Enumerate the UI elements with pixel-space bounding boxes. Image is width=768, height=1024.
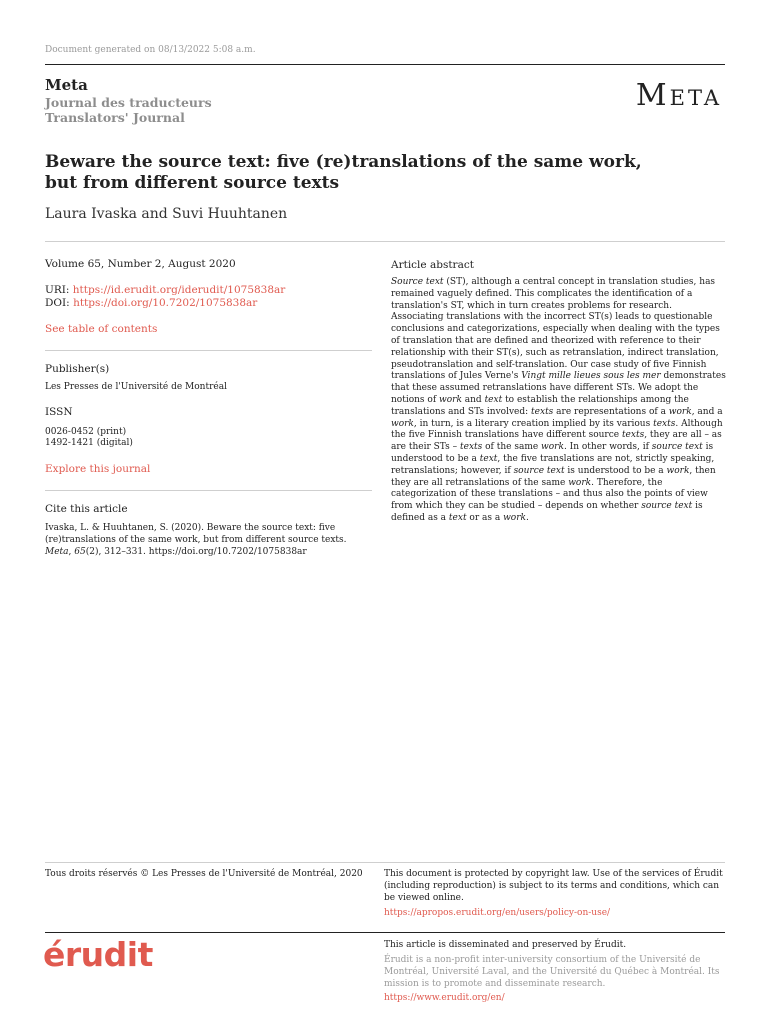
issn-print: 0026-0452 (print) — [45, 427, 127, 437]
uri-label: URI: — [45, 284, 70, 296]
policy-link[interactable]: https://apropos.erudit.org/en/users/policy-on-use/ — [384, 908, 611, 918]
meta-logo: Meta — [635, 78, 722, 113]
citation-text: Ivaska, L. & Huuhtanen, S. (2020). Beware the source text: five (re)translations of the same work, but from different source texts. Meta, 65(2), 312–331. https://doi.org/10.7202/1075838ar — [45, 523, 347, 557]
cite-header: Cite this article — [45, 503, 128, 515]
article-title: Beware the source text: five (re)translations of the same work, but from different source texts — [45, 152, 642, 193]
journal-subtitle-fr: Journal des traducteurs — [45, 95, 212, 110]
article-authors: Laura Ivaska and Suvi Huuhtanen — [45, 206, 288, 222]
journal-name: Meta — [45, 76, 88, 94]
top-divider — [45, 64, 725, 65]
volume-info: Volume 65, Number 2, August 2020 — [45, 258, 236, 270]
explore-journal-link[interactable]: Explore this journal — [45, 463, 151, 475]
publisher-name: Les Presses de l'Université de Montréal — [45, 382, 227, 392]
footer-divider — [45, 862, 725, 863]
footer-divider-dark — [45, 932, 725, 933]
table-of-contents-link[interactable]: See table of contents — [45, 323, 158, 335]
issn-digital: 1492-1421 (digital) — [45, 438, 133, 448]
rights-notice: Tous droits réservés © Les Presses de l'Université de Montréal, 2020 — [45, 869, 363, 879]
abstract-header: Article abstract — [391, 259, 474, 271]
journal-subtitle-en: Translators' Journal — [45, 110, 185, 125]
erudit-logo: érudit — [43, 935, 153, 974]
section-divider — [45, 241, 725, 242]
erudit-description: Érudit is a non-profit inter-university consortium of the Université de Montréal, Université Laval, and the Université du Québec à Montréal. Its mission is to promote and disseminate research. — [384, 955, 720, 989]
divider — [45, 490, 372, 491]
copyright-notice: This document is protected by copyright law. Use of the services of Érudit (including reproduction) is subject to its terms and conditions, which can be viewed online. — [384, 869, 723, 903]
doi-line — [45, 297, 257, 309]
issn-header: ISSN — [45, 406, 73, 418]
uri-line — [45, 284, 285, 296]
disseminated-notice: This article is disseminated and preserved by Érudit. — [384, 940, 627, 950]
abstract-text: Source text (ST), although a central concept in translation studies, has remained vaguely defined. This complicates the identification of a translation's ST, which in turn creates problems for research. Associating translations with the incorrect ST(s) leads to questionable conclusions and categorizations, especially when dealing with the types of translation that are defined and theorized with reference to their relationship with their ST(s), such as retranslation, indirect translation, pseudotranslation and self-translation. Our case study of five Finnish translations of Jules Verne's Vingt mille lieues sous les mer demonstrates that these assumed retranslations have different STs. We adopt the notions of work and text to establish the relationships among the translations and STs involved: texts are representations of a work, and a work, in turn, is a literary creation implied by its various texts. Although the five Finnish translations have different source texts, they are all – as are their STs – texts of the same work. In other words, if source text is understood to be a text, the five translations are not, strictly speaking, retranslations; however, if source text is understood to be a work, then they are all retranslations of the same work. Therefore, the categorization of these translations – and thus also the points of view from which they can be studied – depends on whether source text is defined as a text or as a work. — [391, 277, 726, 523]
erudit-link[interactable]: https://www.erudit.org/en/ — [384, 993, 505, 1003]
uri-link[interactable]: https://id.erudit.org/iderudit/1075838ar — [72, 284, 286, 296]
doi-label: DOI: — [45, 297, 70, 309]
publisher-header: Publisher(s) — [45, 363, 110, 375]
doi-link[interactable]: https://doi.org/10.7202/1075838ar — [73, 297, 258, 309]
document-generated-note: Document generated on 08/13/2022 5:08 a.m. — [45, 45, 256, 55]
divider — [45, 350, 372, 351]
